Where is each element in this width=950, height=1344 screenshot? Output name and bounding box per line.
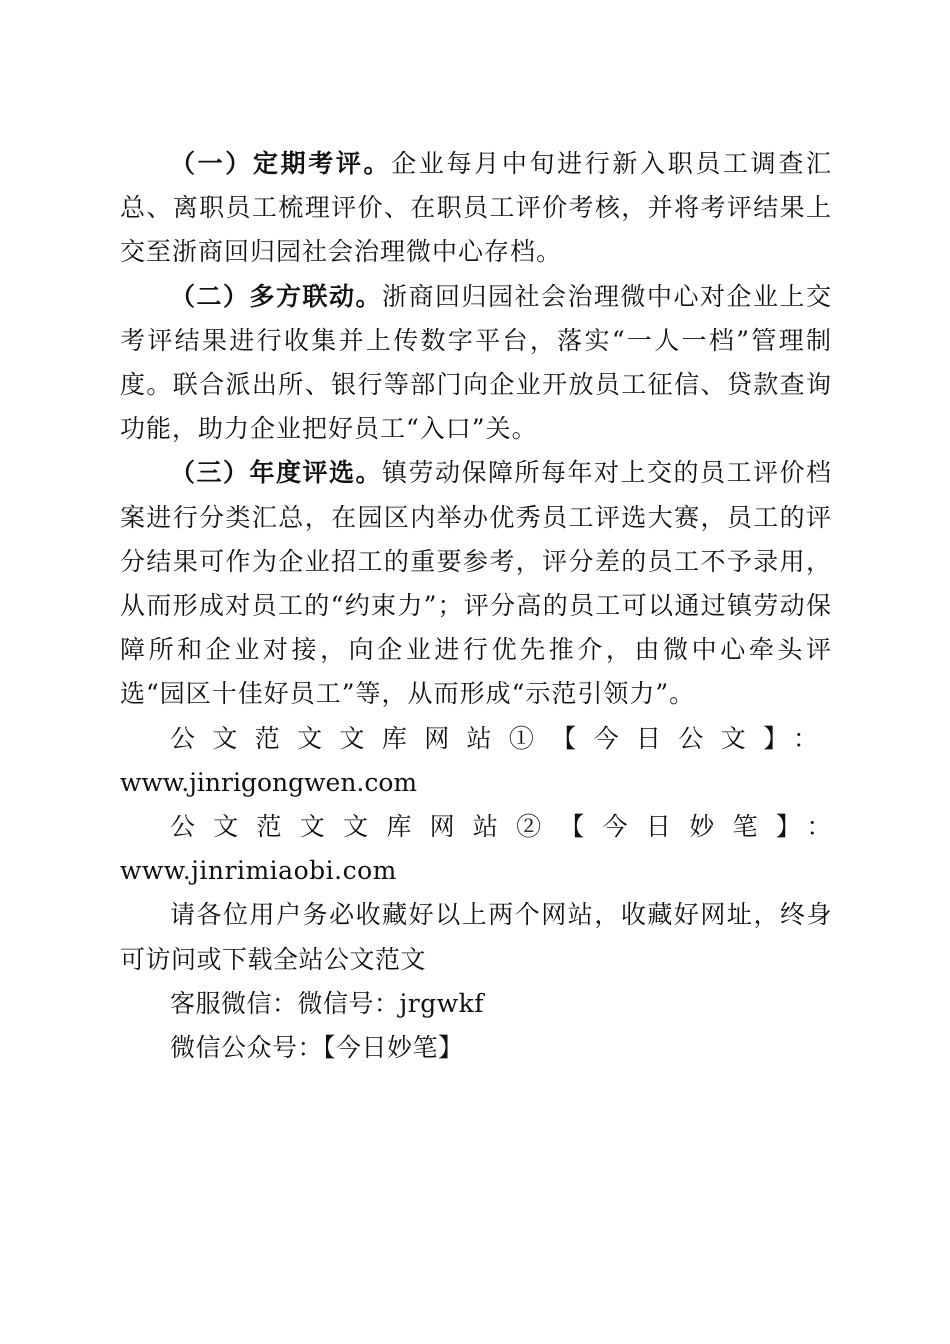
paragraph-multi-party-linkage [120, 275, 832, 452]
paragraph-body: 企业每月中旬进行新入职员工调查汇总、离职员工梳理评价、在职员工评价考核，并将考评结果上交至浙商回归园社会治理微中心存档。 [120, 149, 832, 267]
document-page [120, 142, 832, 1070]
paragraph-lead: （二）多方联动。 [170, 281, 382, 311]
site1-label: 公文范文文库网站①【今日公文】： [170, 723, 832, 753]
paragraph-regular-evaluation [120, 142, 832, 275]
bookmark-notice: 请各位用户务必收藏好以上两个网站，收藏好网址，终身可访问或下载全站公文范文 [120, 900, 832, 974]
paragraph-annual-selection [120, 451, 832, 716]
wechat-service: 客服微信：微信号：jrgwkf [170, 988, 485, 1018]
site1-url: www.jinrigongwen.com [120, 767, 418, 797]
paragraph-body: 镇劳动保障所每年对上交的员工评价档案进行分类汇总，在园区内举办优秀员工评选大赛，员工的评分结果可作为企业招工的重要参考，评分差的员工不予录用，从而形成对员工的“约束力”；评分高的员工可以通过镇劳动保障所和企业对接，向企业进行优先推介，由微中心牵头评选“园区十佳好员工”等，从而形成“示范引领力”。 [120, 458, 832, 709]
wechat-public-account: 微信公众号：【今日妙笔】 [170, 1033, 464, 1063]
paragraph-lead: （一）定期考评。 [170, 149, 392, 178]
paragraph-lead: （三）年度评选。 [170, 458, 382, 488]
paragraph-body: 浙商回归园社会治理微中心对企业上交考评结果进行收集并上传数字平台，落实“一人一档”管理制度。联合派出所、银行等部门向企业开放员工征信、贷款查询功能，助力企业把好员工“入口”关。 [120, 281, 832, 444]
site2-line: 公文范文文库网站②【今日妙笔】：www.jinrimiaobi.com [120, 812, 832, 886]
